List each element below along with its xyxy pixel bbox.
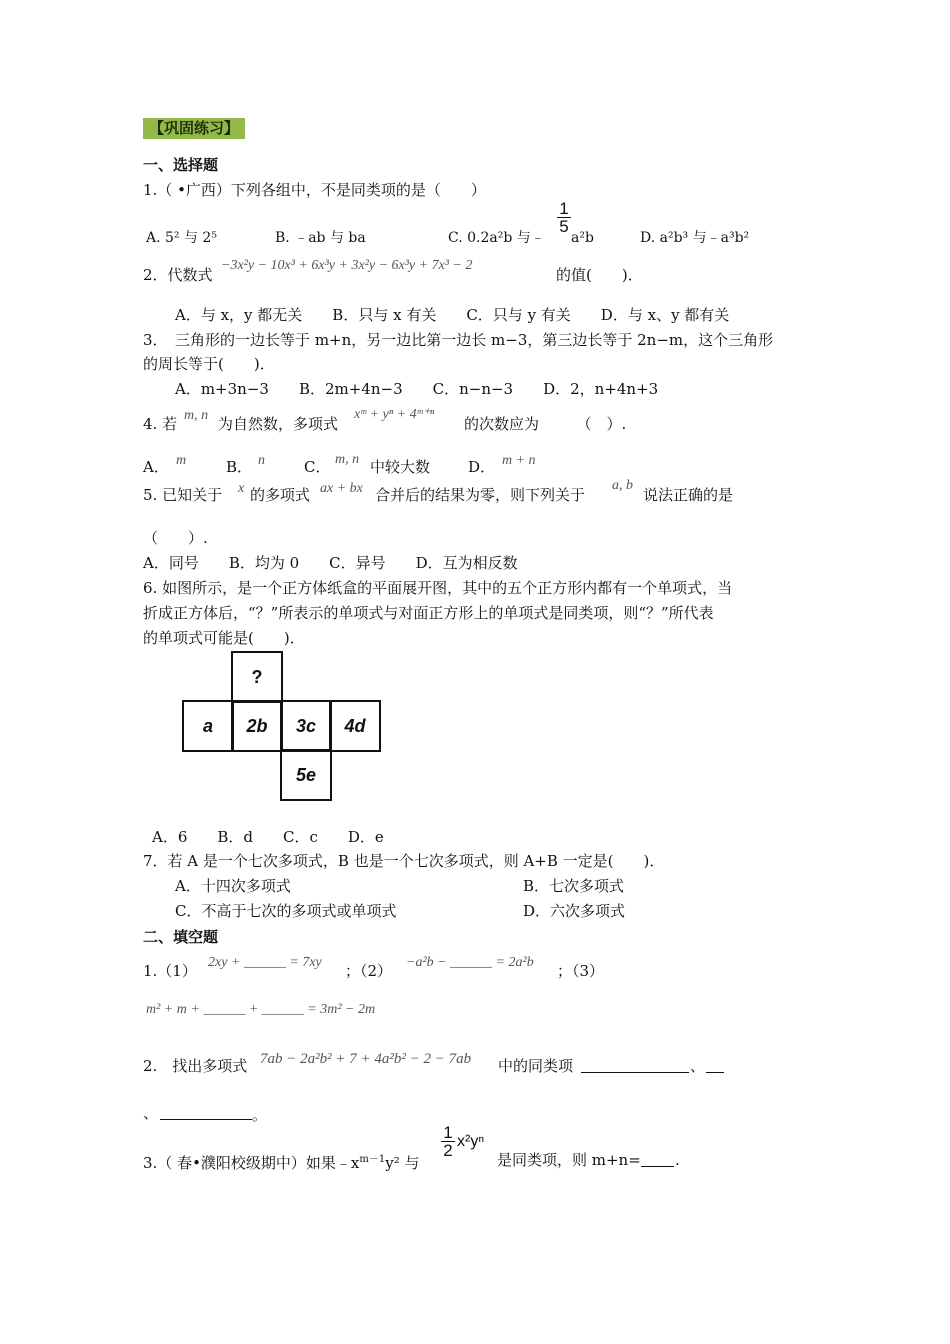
f1-part2-label: ；（2） bbox=[345, 962, 393, 980]
f2-blank-3[interactable]: 。 bbox=[160, 1103, 267, 1125]
q7-option-c: C．不高于七次的多项式或单项式 bbox=[175, 902, 397, 920]
f1-part1-label: 1.（1） bbox=[143, 962, 197, 980]
cube-face-question: ? bbox=[231, 651, 283, 703]
q4-option-a: m bbox=[176, 453, 187, 468]
section-choice-title: 一、选择题 bbox=[143, 156, 219, 174]
f2-expression: 7ab − 2a²b² + 7 + 4a²b² − 2 − 7ab bbox=[260, 1051, 472, 1067]
q1-option-c-tail: a²b bbox=[571, 230, 594, 246]
cube-face-a: a bbox=[182, 700, 234, 752]
q5-mid: 的多项式 bbox=[250, 486, 311, 504]
q6-options: A．6 B．d C．c D．e bbox=[152, 828, 384, 846]
f3-fraction bbox=[441, 1124, 455, 1159]
fraction-numerator: 1 bbox=[441, 1124, 455, 1142]
f2-blank-2[interactable] bbox=[706, 1056, 724, 1078]
q4-expression: xᵐ + yⁿ + 4ᵐ⁺ⁿ bbox=[354, 407, 435, 422]
section-fill-title: 二、填空题 bbox=[143, 928, 219, 946]
q7-option-d: D．六次多项式 bbox=[523, 902, 626, 920]
q2-options: A．与 x，y 都无关 B．只与 x 有关 C．只与 y 有关 D．与 x、y 都有关 bbox=[175, 306, 730, 324]
cube-face-5e: 5e bbox=[280, 749, 332, 801]
f2-blank-1[interactable] bbox=[581, 1056, 689, 1078]
f3-mid: y² 与 bbox=[385, 1154, 420, 1172]
q4-prefix: 4. 若 bbox=[143, 415, 178, 433]
q4-suffix: 的次数应为 （ ）. bbox=[464, 415, 627, 433]
q1-stem: 1.（ •广西）下列各组中，不是同类项的是（ ） bbox=[143, 181, 486, 199]
q4-vars: m, n bbox=[184, 408, 209, 423]
q6-line2: 折成正方体后，“？”所表示的单项式与对面正方形上的单项式是同类项，则“？”所代表 bbox=[143, 604, 714, 622]
q1-option-c-fraction bbox=[557, 200, 571, 235]
cube-face-4d: 4d bbox=[329, 700, 381, 752]
cube-face-2b: 2b bbox=[231, 700, 283, 752]
f1-part2-expression: −a²b − ______ = 2a²b bbox=[406, 955, 534, 970]
q1-option-c: C. 0.2a²b 与﹣ bbox=[448, 230, 545, 246]
f2-prefix: 2. 找出多项式 bbox=[143, 1057, 248, 1075]
cube-net-figure bbox=[182, 651, 382, 801]
f1-part1-expression: 2xy + ______ = 7xy bbox=[208, 955, 322, 970]
fraction-numerator: 1 bbox=[557, 200, 571, 218]
q7-option-b: B．七次多项式 bbox=[523, 877, 625, 895]
q5-suffix: 说法正确的是 bbox=[643, 486, 734, 504]
f3-prefix bbox=[143, 1150, 420, 1173]
section-banner: 【巩固练习】 bbox=[143, 118, 245, 139]
q3-line1: 3． 三角形的一边长等于 m+n，另一边比第一边长 m−3，第三边长等于 2n−m，这个三角形 bbox=[143, 331, 774, 349]
q1-option-a: A. 5² 与 2⁵ bbox=[146, 230, 217, 246]
f3-end: . bbox=[675, 1151, 680, 1169]
q5-var-x: x bbox=[238, 481, 245, 496]
q4-option-c-text: 中较大数 bbox=[370, 458, 431, 476]
q3-line2: 的周长等于( )． bbox=[143, 355, 275, 373]
f3-exponent: m－1 bbox=[359, 1154, 386, 1165]
cube-face-3c: 3c bbox=[280, 700, 332, 752]
q5-options: A．同号 B．均为 0 C．异号 D．互为相反数 bbox=[143, 554, 518, 572]
f2-suffix: 中的同类项 bbox=[498, 1057, 574, 1075]
q7-option-a: A．十四次多项式 bbox=[175, 877, 291, 895]
q4-option-d: m + n bbox=[502, 453, 536, 468]
fraction-denominator: 5 bbox=[559, 217, 569, 236]
f2-line2-separator: 、 bbox=[143, 1104, 159, 1122]
q4-option-c-label: C． bbox=[304, 458, 331, 476]
q4-option-d-label: D． bbox=[468, 458, 496, 476]
f2-separator: 、 bbox=[690, 1057, 706, 1075]
q4-option-a-label: A． bbox=[143, 458, 169, 476]
q5-expression: ax + bx bbox=[320, 481, 363, 496]
q2-expression: −3x²y − 10x³ + 6x³y + 3x²y − 6x³y + 7x³ − 2 bbox=[221, 258, 473, 273]
q6-line1: 6. 如图所示，是一个正方体纸盒的平面展开图，其中的五个正方形内都有一个单项式，当 bbox=[143, 579, 733, 597]
f1-part3-expression: m² + m + ______ + ______ = 3m² − 2m bbox=[146, 1002, 376, 1017]
q7-stem: 7．若 A 是一个七次多项式，B 也是一个七次多项式，则 A+B 一定是( )． bbox=[143, 852, 665, 870]
q4-mid: 为自然数，多项式 bbox=[218, 415, 339, 433]
q4-option-b-label: B． bbox=[226, 458, 253, 476]
q5-mid2: 合并后的结果为零，则下列关于 bbox=[375, 486, 586, 504]
q5-paren: （ ）. bbox=[143, 529, 208, 547]
fraction-denominator: 2 bbox=[443, 1141, 453, 1160]
f3-blank[interactable] bbox=[641, 1150, 674, 1172]
q2-prefix: 2．代数式 bbox=[143, 266, 213, 284]
q3-options: A．m+3n−3 B．2m+4n−3 C．n−n−3 D．2，n+4n+3 bbox=[175, 380, 659, 398]
q2-suffix: 的值( )． bbox=[556, 266, 643, 284]
q6-line3: 的单项式可能是( )． bbox=[143, 629, 305, 647]
q5-prefix: 5. 已知关于 bbox=[143, 486, 223, 504]
q4-option-b: n bbox=[258, 453, 265, 468]
q5-vars: a, b bbox=[612, 478, 633, 493]
f3-prefix-text: 3.（ 春•濮阳校级期中）如果﹣x bbox=[143, 1154, 360, 1172]
q1-option-b: B. ﹣ab 与 ba bbox=[275, 230, 366, 246]
f3-suffix: 是同类项，则 m+n= bbox=[497, 1151, 641, 1169]
q1-option-d: D. a²b³ 与﹣a³b² bbox=[640, 230, 750, 246]
f1-part3-label: ；（3） bbox=[557, 962, 605, 980]
q4-option-c: m, n bbox=[335, 452, 360, 467]
f3-term: x²yⁿ bbox=[457, 1133, 485, 1150]
